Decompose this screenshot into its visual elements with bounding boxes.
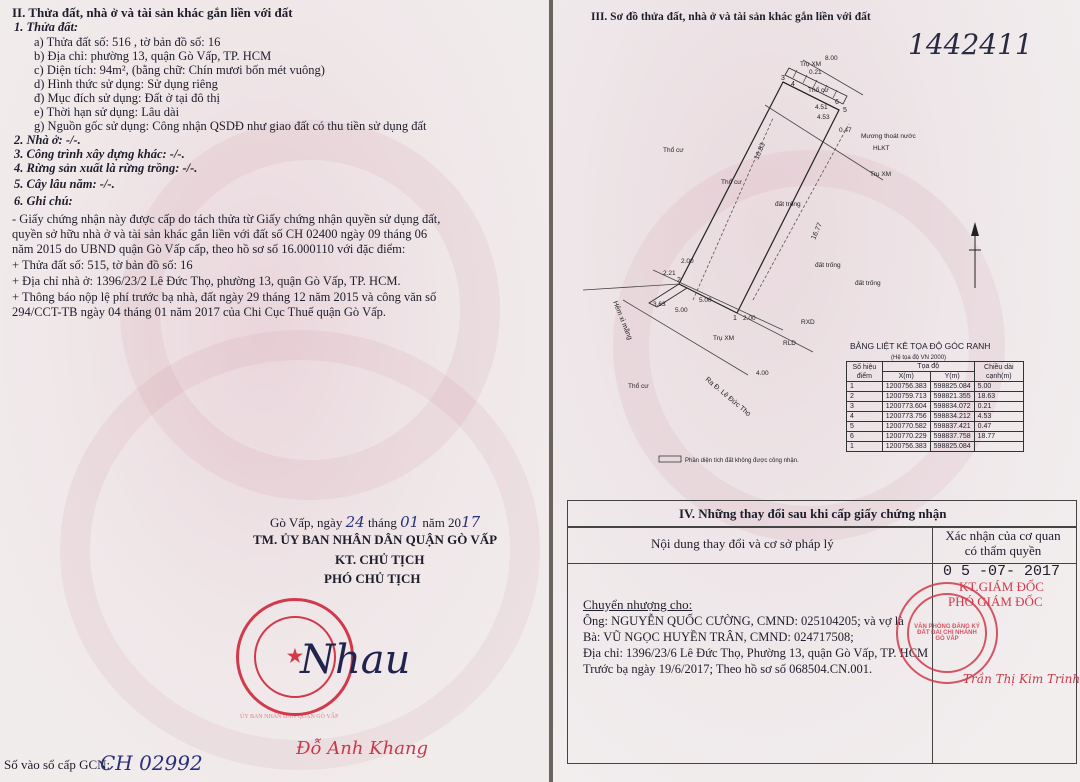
- map-label: đất trống: [855, 280, 881, 287]
- date-prefix: Gò Vấp, ngày: [270, 515, 343, 530]
- handwritten-number: 1442411: [908, 28, 1033, 61]
- coordinate-table-title: BẢNG LIỆT KÊ TỌA ĐỘ GÓC RANH: [850, 341, 991, 351]
- land-usage-purpose-line: đ) Mục đích sử dụng: Đất ở tại đô thị: [34, 91, 220, 105]
- map-label: 5.00: [699, 297, 712, 304]
- note-line: + Địa chỉ nhà ở: 1396/23/2 Lê Đức Thọ, phường 13, quận Gò Vấp, TP. HCM.: [12, 274, 401, 288]
- map-label: Mương thoát nước: [861, 133, 916, 140]
- alley-edge: [653, 270, 783, 330]
- confirm-signer: Trần Thị Kim Trinh: [963, 672, 1080, 686]
- transfer-line: Địa chỉ: 1396/23/6 Lê Đức Thọ, Phường 13, quận Gò Vấp, TP. HCM: [583, 646, 929, 660]
- star-icon: ★: [286, 646, 304, 667]
- date-year: 17: [461, 513, 481, 531]
- date-year-label: năm 20: [422, 515, 462, 530]
- neighbor-boundary: [583, 284, 679, 290]
- map-label: 8.00: [825, 55, 838, 62]
- land-heading: 1. Thửa đất:: [14, 20, 79, 34]
- section-4-title: IV. Những thay đổi sau khi cấp giấy chứng nhận: [679, 506, 947, 521]
- map-label: 5.00: [675, 307, 688, 314]
- confirm-deputy-director: PHÓ GIÁM ĐỐC: [948, 594, 1043, 609]
- table-header: Số hiệu điểm: [847, 362, 883, 382]
- signature: Nhau: [300, 637, 411, 683]
- transfer-line: Bà: VŨ NGỌC HUYỀN TRÂN, CMND: 024717508;: [583, 630, 854, 644]
- map-label: RLD: [783, 340, 797, 347]
- confirm-column-header: Xác nhận của cơ quan: [945, 528, 1061, 543]
- house-line: 2. Nhà ở: -/-.: [14, 133, 81, 147]
- map-label: Thổ cư: [663, 147, 684, 154]
- office-stamp-text: VĂN PHÒNG ĐĂNG KÝ ĐẤT ĐAI CHI NHÁNH GÒ VẤP: [907, 593, 988, 674]
- date-month-label: tháng: [367, 515, 397, 530]
- map-label: 4.53: [817, 114, 830, 121]
- map-label: 4.00: [756, 370, 769, 377]
- forest-line: 4. Rừng sản xuất là rừng trồng: -/-.: [14, 161, 198, 175]
- right-page: [553, 0, 1080, 782]
- map-label: đất trống: [775, 201, 801, 208]
- point-label: 5: [843, 107, 847, 114]
- kt-chu-tich: KT. CHỦ TỊCH: [335, 552, 425, 567]
- map-label: 2.00: [681, 258, 694, 265]
- table-row: 6 1200770.229 598837.758 18.77: [847, 432, 1024, 442]
- land-term-line: e) Thời hạn sử dụng: Lâu dài: [34, 105, 180, 119]
- note-line: - Giấy chứng nhận này được cấp do tách thửa từ Giấy chứng nhận quyền sử dụng đất,: [12, 212, 441, 226]
- table-header: Tọa độ: [882, 362, 974, 372]
- cert-number: CH 02992: [100, 751, 203, 775]
- table-row: 2 1200759.713 598821.355 18.63: [847, 392, 1024, 402]
- legend-swatch: [659, 456, 681, 462]
- land-parcel-line: a) Thửa đất số: 516 , tờ bản đồ số: 16: [34, 35, 221, 49]
- construction-line: 3. Công trình xây dựng khác: -/-.: [14, 147, 185, 161]
- map-label: Thổ cư: [808, 87, 829, 94]
- signer-name: Đỗ Anh Khang: [296, 738, 429, 759]
- map-label: Thổ cư: [628, 383, 649, 390]
- table-subheader: Y(m): [930, 372, 974, 382]
- setback-line: [753, 124, 849, 300]
- map-label: 2.00: [743, 315, 756, 322]
- map-label: đất trống: [815, 262, 841, 269]
- map-label: HLKT: [873, 145, 890, 152]
- transfer-heading: Chuyển nhượng cho:: [583, 597, 693, 612]
- map-label: Trụ XM: [870, 171, 892, 178]
- alley-label: Hẻm xi măng: [611, 300, 634, 341]
- confirm-kt: KT.GIÁM ĐỐC: [959, 579, 1044, 594]
- table-header: Chiều dài cạnh(m): [974, 362, 1023, 382]
- map-label: 4.51: [815, 104, 828, 111]
- land-area-line: c) Diện tích: 94m², (bằng chữ: Chín mươi bốn mét vuông): [34, 63, 325, 77]
- parcel-outline: [679, 82, 839, 313]
- north-arrow-icon: [969, 222, 981, 288]
- issuing-organization: TM. ỦY BAN NHÂN DÂN QUẬN GÒ VẤP: [253, 532, 498, 547]
- note-line: + Thửa đất số: 515, tờ bản đồ số: 16: [12, 258, 193, 272]
- trees-line: 5. Cây lâu năm: -/-.: [14, 177, 115, 191]
- dimension-label: 16.77: [810, 221, 824, 241]
- table-row: 4 1200773.756 598834.212 4.53: [847, 412, 1024, 422]
- map-label: 3.63: [653, 301, 666, 308]
- note-line: 294/CCT-TB ngày 04 tháng 01 năm 2017 của Chi Cục Thuế quận Gò Vấp.: [12, 305, 387, 319]
- note-line: + Thông báo nộp lệ phí trước bạ nhà, đất ngày 29 tháng 12 năm 2015 và công văn số: [12, 290, 437, 304]
- table-subheader: X(m): [882, 372, 930, 382]
- table-row: 5 1200770.582 598837.421 0.47: [847, 422, 1024, 432]
- section-2-title: II. Thửa đất, nhà ở và tài sản khác gắn liền với đất: [12, 5, 293, 20]
- map-label: 0.47: [839, 127, 852, 134]
- map-label: Trụ XM: [800, 61, 822, 68]
- coordinate-table-subtitle: (Hệ tọa độ VN 2000): [891, 355, 947, 361]
- content-column-header: Nội dung thay đổi và cơ sở pháp lý: [651, 536, 834, 551]
- confirm-date: 0 5 -07- 2017: [943, 563, 1061, 580]
- dimension-label: 16.83: [753, 141, 767, 161]
- map-label: 2.21: [663, 270, 676, 277]
- table-row: 1 1200756.383 598825.084: [847, 442, 1024, 452]
- cert-number-label: Số vào sổ cấp GCN:: [4, 757, 111, 772]
- coordinate-table: [846, 361, 1024, 452]
- land-origin-line: g) Nguồn gốc sử dụng: Công nhận QSDĐ như giao đất có thu tiền sử dụng đất: [34, 119, 427, 133]
- notes-heading: 6. Ghi chú:: [14, 194, 73, 208]
- point-label: 2: [677, 277, 681, 284]
- map-label: Thổ cư: [721, 179, 742, 186]
- office-stamp: [896, 582, 998, 684]
- issue-date: [270, 515, 480, 530]
- legend-text: Phần diện tích đất không được công nhận.: [685, 458, 799, 464]
- seal-text: ỦY BAN NHÂN DÂN QUẬN GÒ VẤP: [240, 714, 339, 720]
- point-label: 1: [733, 315, 737, 322]
- point-label: 6: [835, 99, 839, 106]
- note-line: quyền sở hữu nhà ở và tài sản khác gắn liền với đất số CH 02400 ngày 09 tháng 06: [12, 227, 428, 241]
- land-usage-form-line: d) Hình thức sử dụng: Sử dụng riêng: [34, 77, 218, 91]
- table-row: 1 1200756.383 598825.084 5.00: [847, 382, 1024, 392]
- map-label: 0.21: [809, 69, 822, 76]
- map-label: Trụ XM: [713, 335, 735, 342]
- transfer-line: Trước bạ ngày 19/6/2017; Theo hồ sơ số 068504.CN.001.: [583, 662, 873, 676]
- section-3-title: III. Sơ đồ thửa đất, nhà ở và tài sản khác gắn liền với đất: [591, 11, 871, 23]
- land-address-line: b) Địa chỉ: phường 13, quận Gò Vấp, TP. HCM: [34, 49, 272, 63]
- note-line: năm 2015 do UBND quận Gò Vấp cấp, theo hồ sơ số 16.000110 với đặc điểm:: [12, 242, 406, 256]
- road-label: Ra Đ. Lê Đức Thọ: [703, 376, 752, 418]
- deputy-chairman: PHÓ CHỦ TỊCH: [324, 571, 421, 586]
- map-label: RXD: [801, 319, 815, 326]
- point-label: 4: [791, 81, 795, 88]
- table-row: 3 1200773.604 598834.072 0.21: [847, 402, 1024, 412]
- date-day: 24: [345, 513, 365, 531]
- confirm-column-header: có thẩm quyền: [964, 543, 1042, 558]
- point-label: 3: [781, 75, 785, 82]
- date-month: 01: [400, 513, 420, 531]
- transfer-line: Ông: NGUYỄN QUỐC CƯỜNG, CMND: 025104205; và vợ là: [583, 614, 904, 628]
